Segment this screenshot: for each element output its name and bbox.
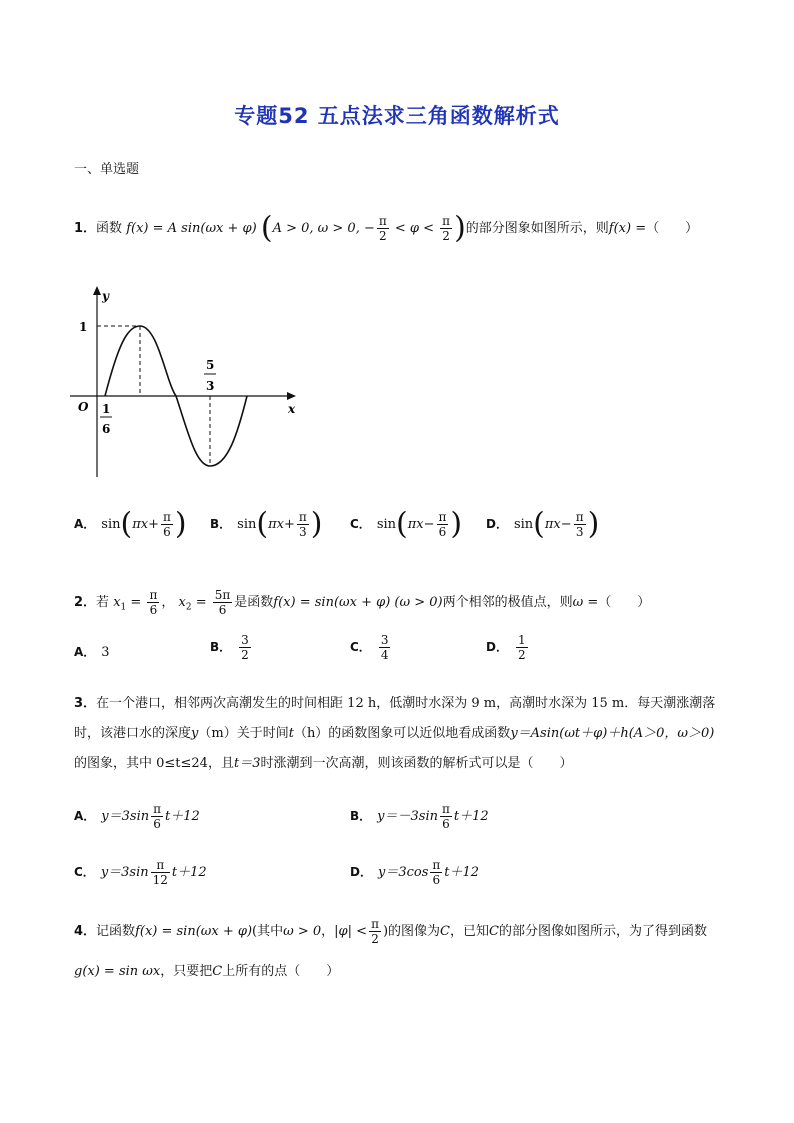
fraction <box>239 633 251 662</box>
question-4 <box>74 912 724 992</box>
q2-eq2: = <box>191 595 211 610</box>
y-tick-one: 1 <box>79 320 88 334</box>
fraction-num: π <box>153 802 162 816</box>
q3-text4: 的图象，其中 0≤t≤24，且 <box>74 756 234 771</box>
paren-close: ) <box>174 506 187 542</box>
x-tick-a-num: 1 <box>102 402 111 416</box>
option-letter: D． <box>350 865 372 879</box>
q2-pre: 若 <box>96 595 110 610</box>
fraction-den: 6 <box>438 525 447 539</box>
q2-option-b[interactable] <box>210 633 253 662</box>
fraction-den: 2 <box>371 932 379 946</box>
question-number: 3． <box>74 696 97 711</box>
fraction-num: π <box>163 510 171 524</box>
q3-option-d[interactable] <box>350 858 479 887</box>
q1-pre: 函数 <box>96 221 123 236</box>
fraction-num: 1 <box>517 633 526 647</box>
fraction-den: 6 <box>163 525 171 539</box>
option-sin: sin <box>376 517 397 532</box>
option-sign: + <box>148 517 160 532</box>
option-post: t＋12 <box>165 809 200 824</box>
y-axis-label: y <box>102 289 109 303</box>
fraction <box>369 917 381 946</box>
option-pre: y＝3sin <box>101 809 150 824</box>
fraction <box>147 588 159 617</box>
question-1 <box>74 210 699 246</box>
x-tick-b-den: 3 <box>206 379 215 393</box>
fraction <box>574 510 586 539</box>
option-letter: D． <box>486 640 508 654</box>
fraction-den: 6 <box>149 603 158 617</box>
fraction-num: π <box>378 214 387 228</box>
fraction-den: 3 <box>575 525 584 539</box>
fraction <box>430 858 442 887</box>
paren-close: ) <box>310 506 323 542</box>
paren-close: ) <box>450 506 463 542</box>
q1-option-d[interactable] <box>486 506 600 542</box>
q3-option-b[interactable] <box>350 802 489 831</box>
x-tick-a-den: 6 <box>102 422 111 436</box>
q1-option-a[interactable] <box>74 506 187 542</box>
fraction-num: 5π <box>214 588 231 602</box>
paren-open: ( <box>396 506 408 542</box>
page-title: 专题52 五点法求三角函数解析式 <box>234 104 560 128</box>
fraction-den: 6 <box>432 873 441 887</box>
q4-C3: C <box>212 964 223 979</box>
option-letter: B． <box>210 640 232 654</box>
q1-fx: f(x) = <box>608 221 647 236</box>
option-pix: πx <box>132 517 149 532</box>
question-number: 4． <box>74 924 97 939</box>
q4-text4: ，只要把 <box>160 964 213 979</box>
x-tick-b-num: 5 <box>206 358 215 372</box>
q3-t: t <box>288 726 294 741</box>
option-letter: D． <box>486 517 508 531</box>
q1-option-b[interactable] <box>210 506 323 542</box>
fraction <box>377 214 389 243</box>
q1-post: 的部分图象如图所示，则 <box>465 221 609 236</box>
q2-sub2: 2 <box>185 602 192 613</box>
q3-option-a[interactable] <box>74 802 200 831</box>
q4-text2: ，已知 <box>449 924 489 939</box>
option-letter: A． <box>74 645 96 659</box>
option-pix: πx <box>268 517 284 532</box>
q2-sub1: 1 <box>120 602 127 613</box>
sine-graph <box>70 282 310 482</box>
fraction <box>161 510 173 539</box>
fraction <box>213 588 233 617</box>
q2-condition: (ω > 0) <box>394 595 443 610</box>
section-heading: 一、单选题 <box>74 162 140 177</box>
option-sin: sin <box>513 517 534 532</box>
fraction-num: π <box>371 917 379 931</box>
q3-y: y <box>191 726 199 741</box>
option-pre: y＝－3sin <box>377 809 438 824</box>
fraction-num: π <box>432 858 441 872</box>
q2-eq1: = <box>126 595 146 610</box>
answer-paren: （ ） <box>598 595 651 610</box>
fraction-num: π <box>441 802 450 816</box>
fraction-num: 3 <box>241 633 249 647</box>
q1-function: f(x) = A sin(ωx + φ) <box>126 221 257 236</box>
paren-open: ( <box>260 210 273 246</box>
q2-function: f(x) = sin(ωx + φ) <box>273 595 391 610</box>
option-letter: B． <box>210 517 232 531</box>
paren-open: ( <box>533 506 545 542</box>
q2-mid: 是函数 <box>234 595 274 610</box>
fraction-den: 12 <box>152 873 168 887</box>
q2-option-c[interactable] <box>350 633 392 662</box>
q4-cond2: )的图像为 <box>382 924 441 939</box>
option-letter: C． <box>350 640 371 654</box>
q1-condition: A > 0, ω > 0, − <box>272 221 375 236</box>
q3-option-c[interactable] <box>74 858 207 887</box>
fraction-den: 2 <box>241 648 249 662</box>
option-sin: sin <box>237 517 257 532</box>
x-axis-label: x <box>288 402 296 416</box>
q4-cond1: (其中 <box>252 924 284 939</box>
paren-close: ) <box>454 210 466 246</box>
q4-phi: |φ| < <box>334 924 368 939</box>
q4-C2: C <box>489 924 499 939</box>
q4-comma: ， <box>321 924 335 939</box>
fraction-num: 3 <box>380 633 389 647</box>
option-letter: A． <box>74 809 96 823</box>
fraction-num: π <box>298 510 307 524</box>
paren-open: ( <box>120 506 133 542</box>
option-sign: + <box>283 517 295 532</box>
option-sin: sin <box>101 517 121 532</box>
q2-comma: ， <box>161 595 175 610</box>
fraction-num: π <box>575 510 584 524</box>
y-axis-arrow <box>93 286 101 295</box>
q2-option-a[interactable] <box>74 643 110 660</box>
fraction-den: 6 <box>442 817 450 831</box>
question-3 <box>74 689 724 779</box>
answer-paren: （ ） <box>646 221 699 236</box>
origin-label: O <box>78 400 89 414</box>
fraction-num: π <box>149 588 158 602</box>
q1-option-c[interactable] <box>350 506 463 542</box>
q2-option-d[interactable] <box>486 633 530 662</box>
option-letter: C． <box>350 517 371 531</box>
q4-omega: ω > 0 <box>283 924 322 939</box>
option-post: t＋12 <box>171 865 207 880</box>
fraction <box>297 510 309 539</box>
option-post: t＋12 <box>444 865 480 880</box>
fraction-num: π <box>438 510 447 524</box>
x-axis-arrow <box>287 392 296 400</box>
q4-C: C <box>440 924 450 939</box>
q3-text1: 在一个港口，相邻两次高潮发生的时间相距 12 h，低潮时水深为 9 m，高潮时水深为 15 m．每天潮涨潮落时，该港口水的深度 <box>74 696 716 741</box>
paren-close: ) <box>587 506 600 542</box>
fraction <box>379 633 391 662</box>
fraction <box>440 214 452 243</box>
fraction <box>440 802 452 831</box>
fraction-den: 6 <box>153 817 161 831</box>
question-number: 2． <box>74 595 97 610</box>
question-number: 1． <box>74 221 97 236</box>
option-value: 3 <box>101 645 110 660</box>
fraction <box>437 510 449 539</box>
fraction-num: π <box>151 858 170 873</box>
option-letter: A． <box>74 517 96 531</box>
q3-function: y＝Asin(ωt＋φ)＋h(A＞0，ω＞0) <box>510 726 715 741</box>
fraction-den: 2 <box>442 229 450 243</box>
fraction-den: 2 <box>517 648 526 662</box>
option-sign: − <box>560 517 572 532</box>
option-letter: C． <box>74 865 95 879</box>
option-letter: B． <box>350 809 372 823</box>
option-pix: πx <box>544 517 561 532</box>
fraction-den: 6 <box>218 603 227 617</box>
option-post: t＋12 <box>453 809 489 824</box>
option-pre: y＝3sin <box>100 865 149 880</box>
fraction <box>516 633 528 662</box>
q4-text5: 上所有的点（ ） <box>222 964 340 979</box>
q3-t3: t＝3 <box>233 756 261 771</box>
fraction-den: 3 <box>299 525 307 539</box>
q4-pre: 记函数 <box>96 924 136 939</box>
q3-text3: （h）的函数图象可以近似地看成函数 <box>293 726 511 741</box>
q4-g: g(x) = sin ωx <box>74 964 161 979</box>
q2-x1: x <box>113 595 121 610</box>
fraction <box>151 802 163 831</box>
fraction-num: π <box>442 214 451 228</box>
q2-omega: ω = <box>572 595 599 610</box>
q3-text2: （m）关于时间 <box>198 726 289 741</box>
q2-x2: x <box>178 595 186 610</box>
q4-text3: 的部分图像如图所示，为了得到函数 <box>498 924 707 939</box>
option-pre: y＝3cos <box>377 865 429 880</box>
option-sign: − <box>423 517 435 532</box>
fraction-den: 4 <box>380 648 389 662</box>
q2-post: 两个相邻的极值点，则 <box>442 595 573 610</box>
fraction <box>151 858 170 887</box>
paren-open: ( <box>256 506 269 542</box>
q3-text5: 时涨潮到一次高潮，则该函数的解析式可以是（ ） <box>260 756 573 771</box>
option-pix: πx <box>407 517 424 532</box>
fraction-den: 2 <box>378 229 387 243</box>
q4-function: f(x) = sin(ωx + φ) <box>135 924 253 939</box>
question-2 <box>74 588 650 618</box>
q1-condition-mid: < φ < <box>390 221 439 236</box>
